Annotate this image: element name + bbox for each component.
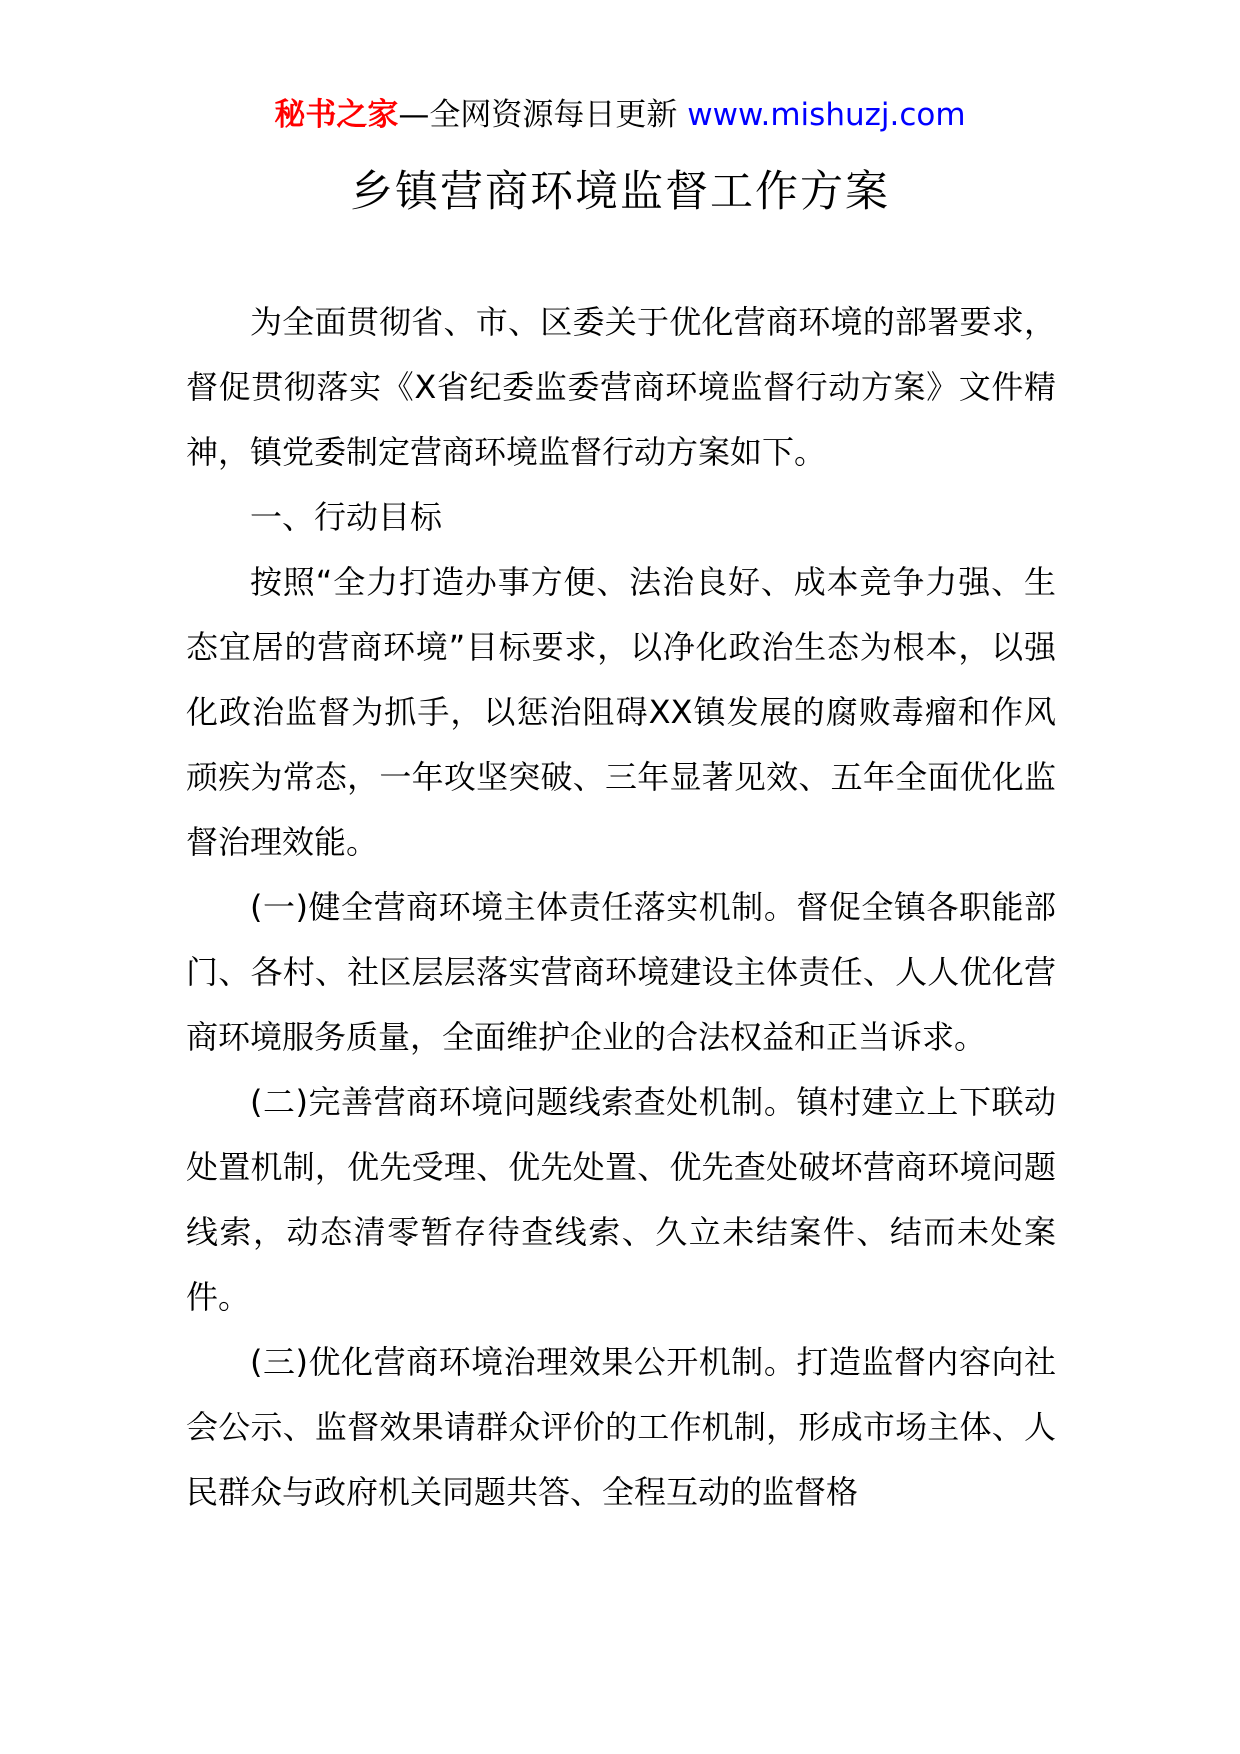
site-header: [0, 95, 1240, 135]
section-heading-goals: 一、行动目标: [250, 498, 443, 536]
paragraph-intro: 为全面贯彻省、市、区委关于优化营商环境的部署要求，督促贯彻落实《X省纪委监委营商环境监督行动方案》文件精神，镇党委制定营商环境监督行动方案如下。: [186, 303, 1056, 471]
site-url: www.mishuzj.com: [687, 97, 966, 133]
document-title: 乡镇营商环境监督工作方案: [350, 167, 890, 217]
paragraph-item-1: (一)健全营商环境主体责任落实机制。督促全镇各职能部门、各村、社区层层落实营商环境建设主体责任、人人优化营商环境服务质量，全面维护企业的合法权益和正当诉求。: [186, 888, 1056, 1056]
site-brand: 秘书之家: [274, 97, 399, 133]
site-tagline: —全网资源每日更新: [398, 97, 688, 133]
paragraph-goals: 按照“全力打造办事方便、法治良好、成本竞争力强、生态宜居的营商环境”目标要求，以净化政治生态为根本，以强化政治监督为抓手，以惩治阻碍XX镇发展的腐败毒瘤和作风顽疾为常态，一年攻坚突破、三年显著见效、五年全面优化监督治理效能。: [186, 563, 1056, 861]
paragraph-item-2: (二)完善营商环境问题线索查处机制。镇村建立上下联动处置机制，优先受理、优先处置、优先查处破坏营商环境问题线索，动态清零暂存待查线索、久立未结案件、结而未处案件。: [186, 1083, 1056, 1316]
document-body: [186, 290, 1056, 1525]
paragraph-item-3: (三)优化营商环境治理效果公开机制。打造监督内容向社会公示、监督效果请群众评价的工作机制，形成市场主体、人民群众与政府机关同题共答、全程互动的监督格: [186, 1343, 1056, 1511]
